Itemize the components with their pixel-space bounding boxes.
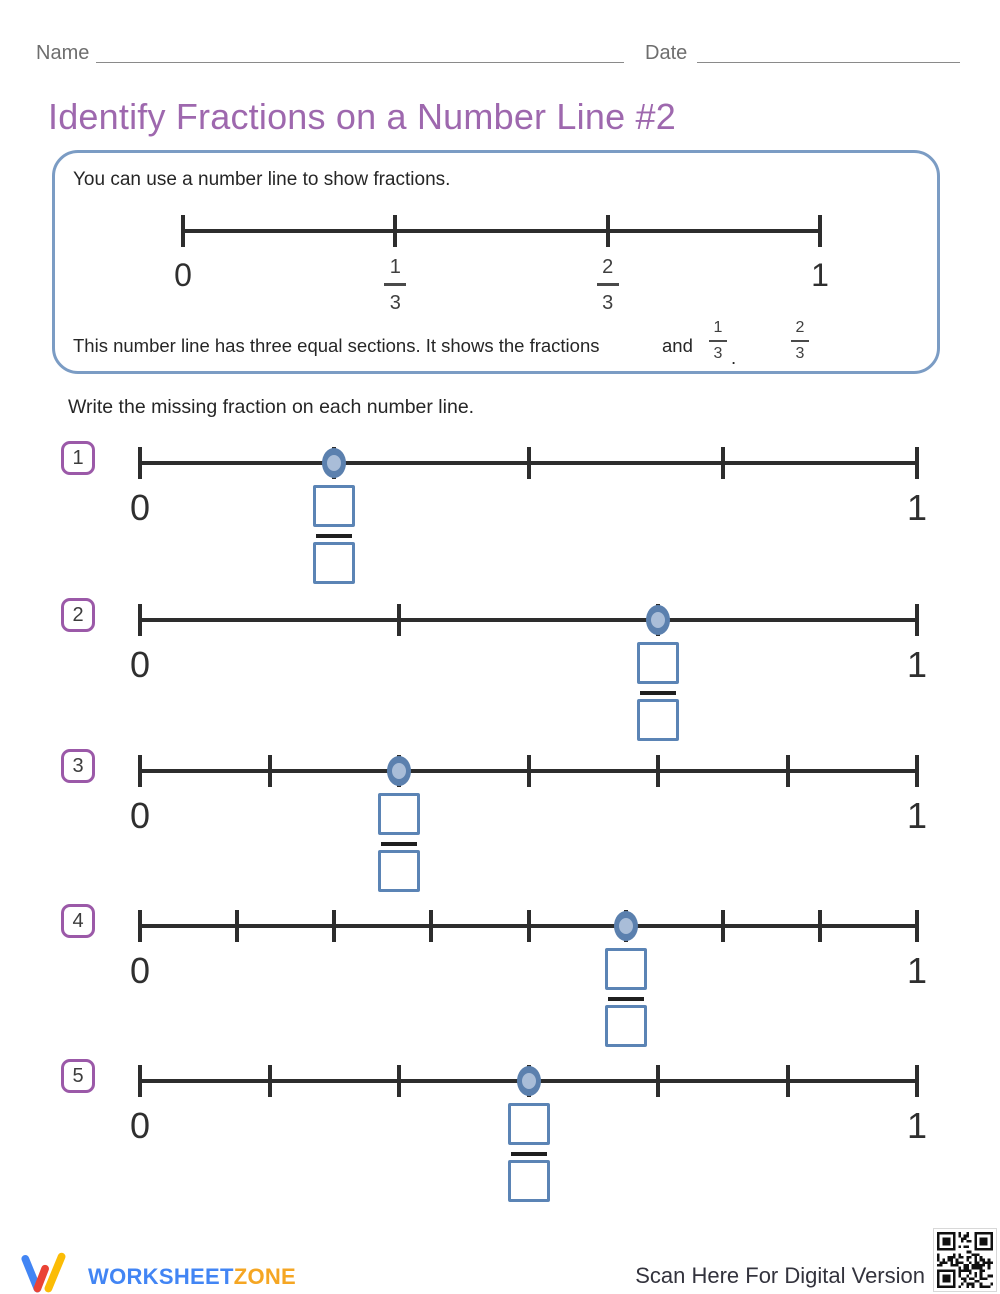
- qr-code-image: [937, 1232, 993, 1288]
- number-line-tick: [786, 1065, 790, 1097]
- number-line-tick: [915, 604, 919, 636]
- problem-row-2: [0, 592, 1000, 749]
- number-line-tick: [138, 755, 142, 787]
- numerator-answer-box[interactable]: [508, 1103, 550, 1145]
- example-tick: [393, 215, 397, 247]
- problem-number-badge: 3: [61, 749, 95, 783]
- fraction-point-dot: [517, 1066, 541, 1096]
- answer-fraction-bar: [381, 842, 417, 846]
- number-line-tick: [527, 910, 531, 942]
- number-line-tick: [721, 447, 725, 479]
- fraction-denominator: 3: [389, 291, 401, 314]
- problem-number-badge: 4: [61, 904, 95, 938]
- line-start-label: 0: [129, 644, 151, 685]
- fraction-denominator: 3: [795, 345, 805, 362]
- line-end-label: 1: [906, 487, 928, 528]
- fraction-point-dot: [387, 756, 411, 786]
- line-start-label: 0: [129, 487, 151, 528]
- scan-here-text: Scan Here For Digital Version: [635, 1263, 925, 1288]
- number-line-tick: [138, 447, 142, 479]
- number-line-tick: [915, 910, 919, 942]
- number-line-tick: [138, 1065, 142, 1097]
- number-line-tick: [235, 910, 239, 942]
- fraction-bar: [597, 283, 619, 286]
- number-line-tick: [268, 1065, 272, 1097]
- number-line-tick: [915, 1065, 919, 1097]
- problem-row-3: [0, 743, 1000, 900]
- number-line-tick: [332, 910, 336, 942]
- number-line-tick: [527, 447, 531, 479]
- answer-fraction-bar: [316, 534, 352, 538]
- denominator-answer-box[interactable]: [508, 1160, 550, 1202]
- dot-highlight: [392, 763, 406, 779]
- number-line-tick: [915, 755, 919, 787]
- example-fraction-two-thirds: [578, 255, 638, 315]
- line-end-label: 1: [906, 644, 928, 685]
- dot-highlight: [522, 1073, 536, 1089]
- fraction-denominator: 3: [713, 345, 723, 362]
- number-line-tick: [786, 755, 790, 787]
- problem-row-4: [0, 898, 1000, 1055]
- problem-row-5: [0, 1053, 1000, 1210]
- example-tick: [818, 215, 822, 247]
- date-field-line[interactable]: [697, 62, 960, 63]
- problem-number-badge: 1: [61, 441, 95, 475]
- example-line-bar: [183, 229, 820, 233]
- line-start-label: 0: [129, 795, 151, 836]
- number-line-tick: [397, 604, 401, 636]
- name-label: Name: [36, 42, 90, 64]
- brand-zone: ZONE: [233, 1264, 297, 1289]
- example-tick: [181, 215, 185, 247]
- logo-w-icon: [16, 1250, 72, 1294]
- problem-number-badge: 5: [61, 1059, 95, 1093]
- fraction-bar: [791, 340, 809, 342]
- fraction-numerator: 2: [795, 319, 805, 336]
- date-label: Date: [645, 42, 688, 64]
- info-intro-text: You can use a number line to show fractions.: [73, 169, 451, 190]
- example-fraction-one-third: [365, 255, 425, 315]
- worksheetzone-logo: [16, 1250, 336, 1294]
- caption-fraction-two-thirds: [780, 319, 820, 363]
- number-line-tick: [429, 910, 433, 942]
- denominator-answer-box[interactable]: [378, 850, 420, 892]
- problem-row-1: [0, 435, 1000, 592]
- numerator-answer-box[interactable]: [637, 642, 679, 684]
- line-start-label: 0: [129, 950, 151, 991]
- instruction-text: Write the missing fraction on each number line.: [68, 396, 475, 418]
- number-line-bar: [138, 618, 919, 622]
- denominator-answer-box[interactable]: [313, 542, 355, 584]
- numerator-answer-box[interactable]: [313, 485, 355, 527]
- denominator-answer-box[interactable]: [605, 1005, 647, 1047]
- number-line-tick: [397, 1065, 401, 1097]
- problem-number-badge: 2: [61, 598, 95, 632]
- number-line-tick: [268, 755, 272, 787]
- dot-highlight: [327, 455, 341, 471]
- number-line-tick: [138, 910, 142, 942]
- dot-highlight: [619, 918, 633, 934]
- page-title: Identify Fractions on a Number Line #2: [48, 96, 676, 137]
- caption-period: .: [731, 347, 737, 368]
- numerator-answer-box[interactable]: [378, 793, 420, 835]
- fraction-numerator: 2: [602, 256, 614, 278]
- info-box: [52, 150, 940, 374]
- answer-fraction-bar: [511, 1152, 547, 1156]
- number-line-tick: [656, 1065, 660, 1097]
- fraction-point-dot: [322, 448, 346, 478]
- example-number-line: [174, 203, 829, 328]
- number-line-tick: [656, 755, 660, 787]
- number-line-tick: [818, 910, 822, 942]
- numerator-answer-box[interactable]: [605, 948, 647, 990]
- fraction-bar: [384, 283, 406, 286]
- number-line-tick: [721, 910, 725, 942]
- fraction-numerator: 1: [713, 319, 723, 336]
- fraction-point-dot: [614, 911, 638, 941]
- brand-text: [88, 1264, 296, 1290]
- number-line-tick: [138, 604, 142, 636]
- fraction-numerator: 1: [389, 256, 401, 278]
- brand-worksheet: WORKSHEET: [88, 1264, 234, 1289]
- example-end-label: 1: [811, 257, 829, 293]
- denominator-answer-box[interactable]: [637, 699, 679, 741]
- line-start-label: 0: [129, 1105, 151, 1146]
- fraction-point-dot: [646, 605, 670, 635]
- info-caption-text: This number line has three equal sections. It shows the fractions: [73, 335, 600, 356]
- line-end-label: 1: [906, 950, 928, 991]
- line-end-label: 1: [906, 795, 928, 836]
- fraction-denominator: 3: [602, 291, 614, 314]
- example-start-label: 0: [174, 257, 192, 293]
- dot-highlight: [651, 612, 665, 628]
- line-end-label: 1: [906, 1105, 928, 1146]
- info-caption-and: and: [662, 335, 693, 356]
- answer-fraction-bar: [608, 997, 644, 1001]
- fraction-bar: [709, 340, 727, 342]
- number-line-tick: [915, 447, 919, 479]
- example-tick: [606, 215, 610, 247]
- qr-code: [933, 1228, 997, 1292]
- name-field-line[interactable]: [96, 62, 624, 63]
- answer-fraction-bar: [640, 691, 676, 695]
- number-line-tick: [527, 755, 531, 787]
